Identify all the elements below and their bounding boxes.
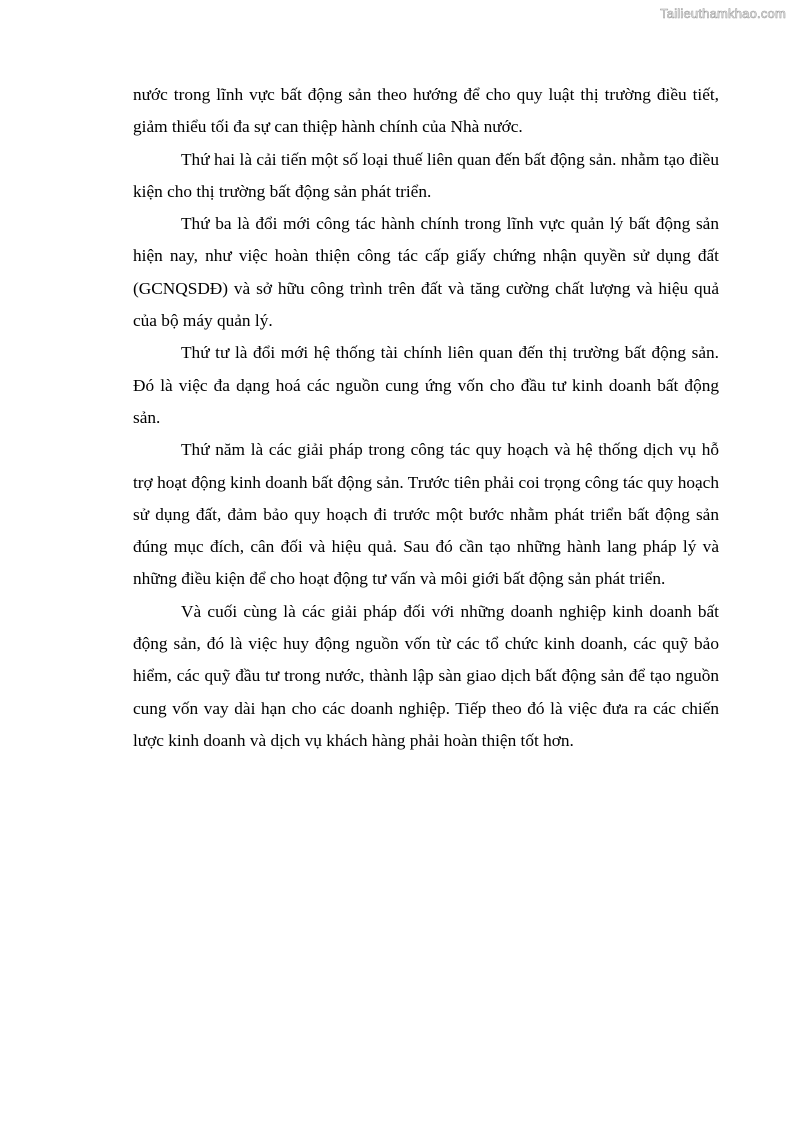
- paragraph-second-solution: Thứ hai là cải tiến một số loại thuế liên quan đến bất động sản. nhằm tạo điều kiện cho thị trường bất động sản phát triển.: [133, 149, 719, 201]
- paragraph-third-solution: Thứ ba là đổi mới công tác hành chính trong lĩnh vực quản lý bất động sản hiện nay, như việc hoàn thiện công tác cấp giấy chứng nhận quyền sử dụng đất (GCNQSDĐ) và sở hữu công trình trên đất và tăng cường chất lượng và hiệu quả của bộ máy quản lý.: [133, 214, 719, 331]
- watermark-text: Tailieuthamkhao.com: [660, 6, 786, 21]
- paragraph-continuation: nước trong lĩnh vực bất động sản theo hướng để cho quy luật thị trường điều tiết, giảm thiểu tối đa sự can thiệp hành chính của Nhà nước.: [133, 85, 719, 137]
- paragraph-final-solution: Và cuối cùng là các giải pháp đối với những doanh nghiệp kinh doanh bất động sản, đó là việc huy động nguồn vốn từ các tổ chức kinh doanh, các quỹ bảo hiểm, các quỹ đầu tư trong nước, thành lập sàn giao dịch bất động sản để tạo nguồn cung vốn vay dài hạn cho các doanh nghiệp. Tiếp theo đó là việc đưa ra các chiến lược kinh doanh và dịch vụ khách hàng phải hoàn thiện tốt hơn.: [133, 601, 719, 750]
- paragraph-fifth-solution: Thứ năm là các giải pháp trong công tác quy hoạch và hệ thống dịch vụ hỗ trợ hoạt động kinh doanh bất động sản. Trước tiên phải coi trọng công tác quy hoạch sử dụng đất, đảm bảo quy hoạch đi trước một bước nhằm phát triển bất động sản đúng mục đích, cân đối và hiệu quả. Sau đó cần tạo những hành lang pháp lý và những điều kiện để cho hoạt động tư vấn và môi giới bất động sản phát triển.: [133, 440, 719, 589]
- document-body: [133, 79, 719, 757]
- paragraph-fourth-solution: Thứ tư là đổi mới hệ thống tài chính liên quan đến thị trường bất động sản. Đó là việc đa dạng hoá các nguồn cung ứng vốn cho đầu tư kinh doanh bất động sản.: [133, 343, 719, 427]
